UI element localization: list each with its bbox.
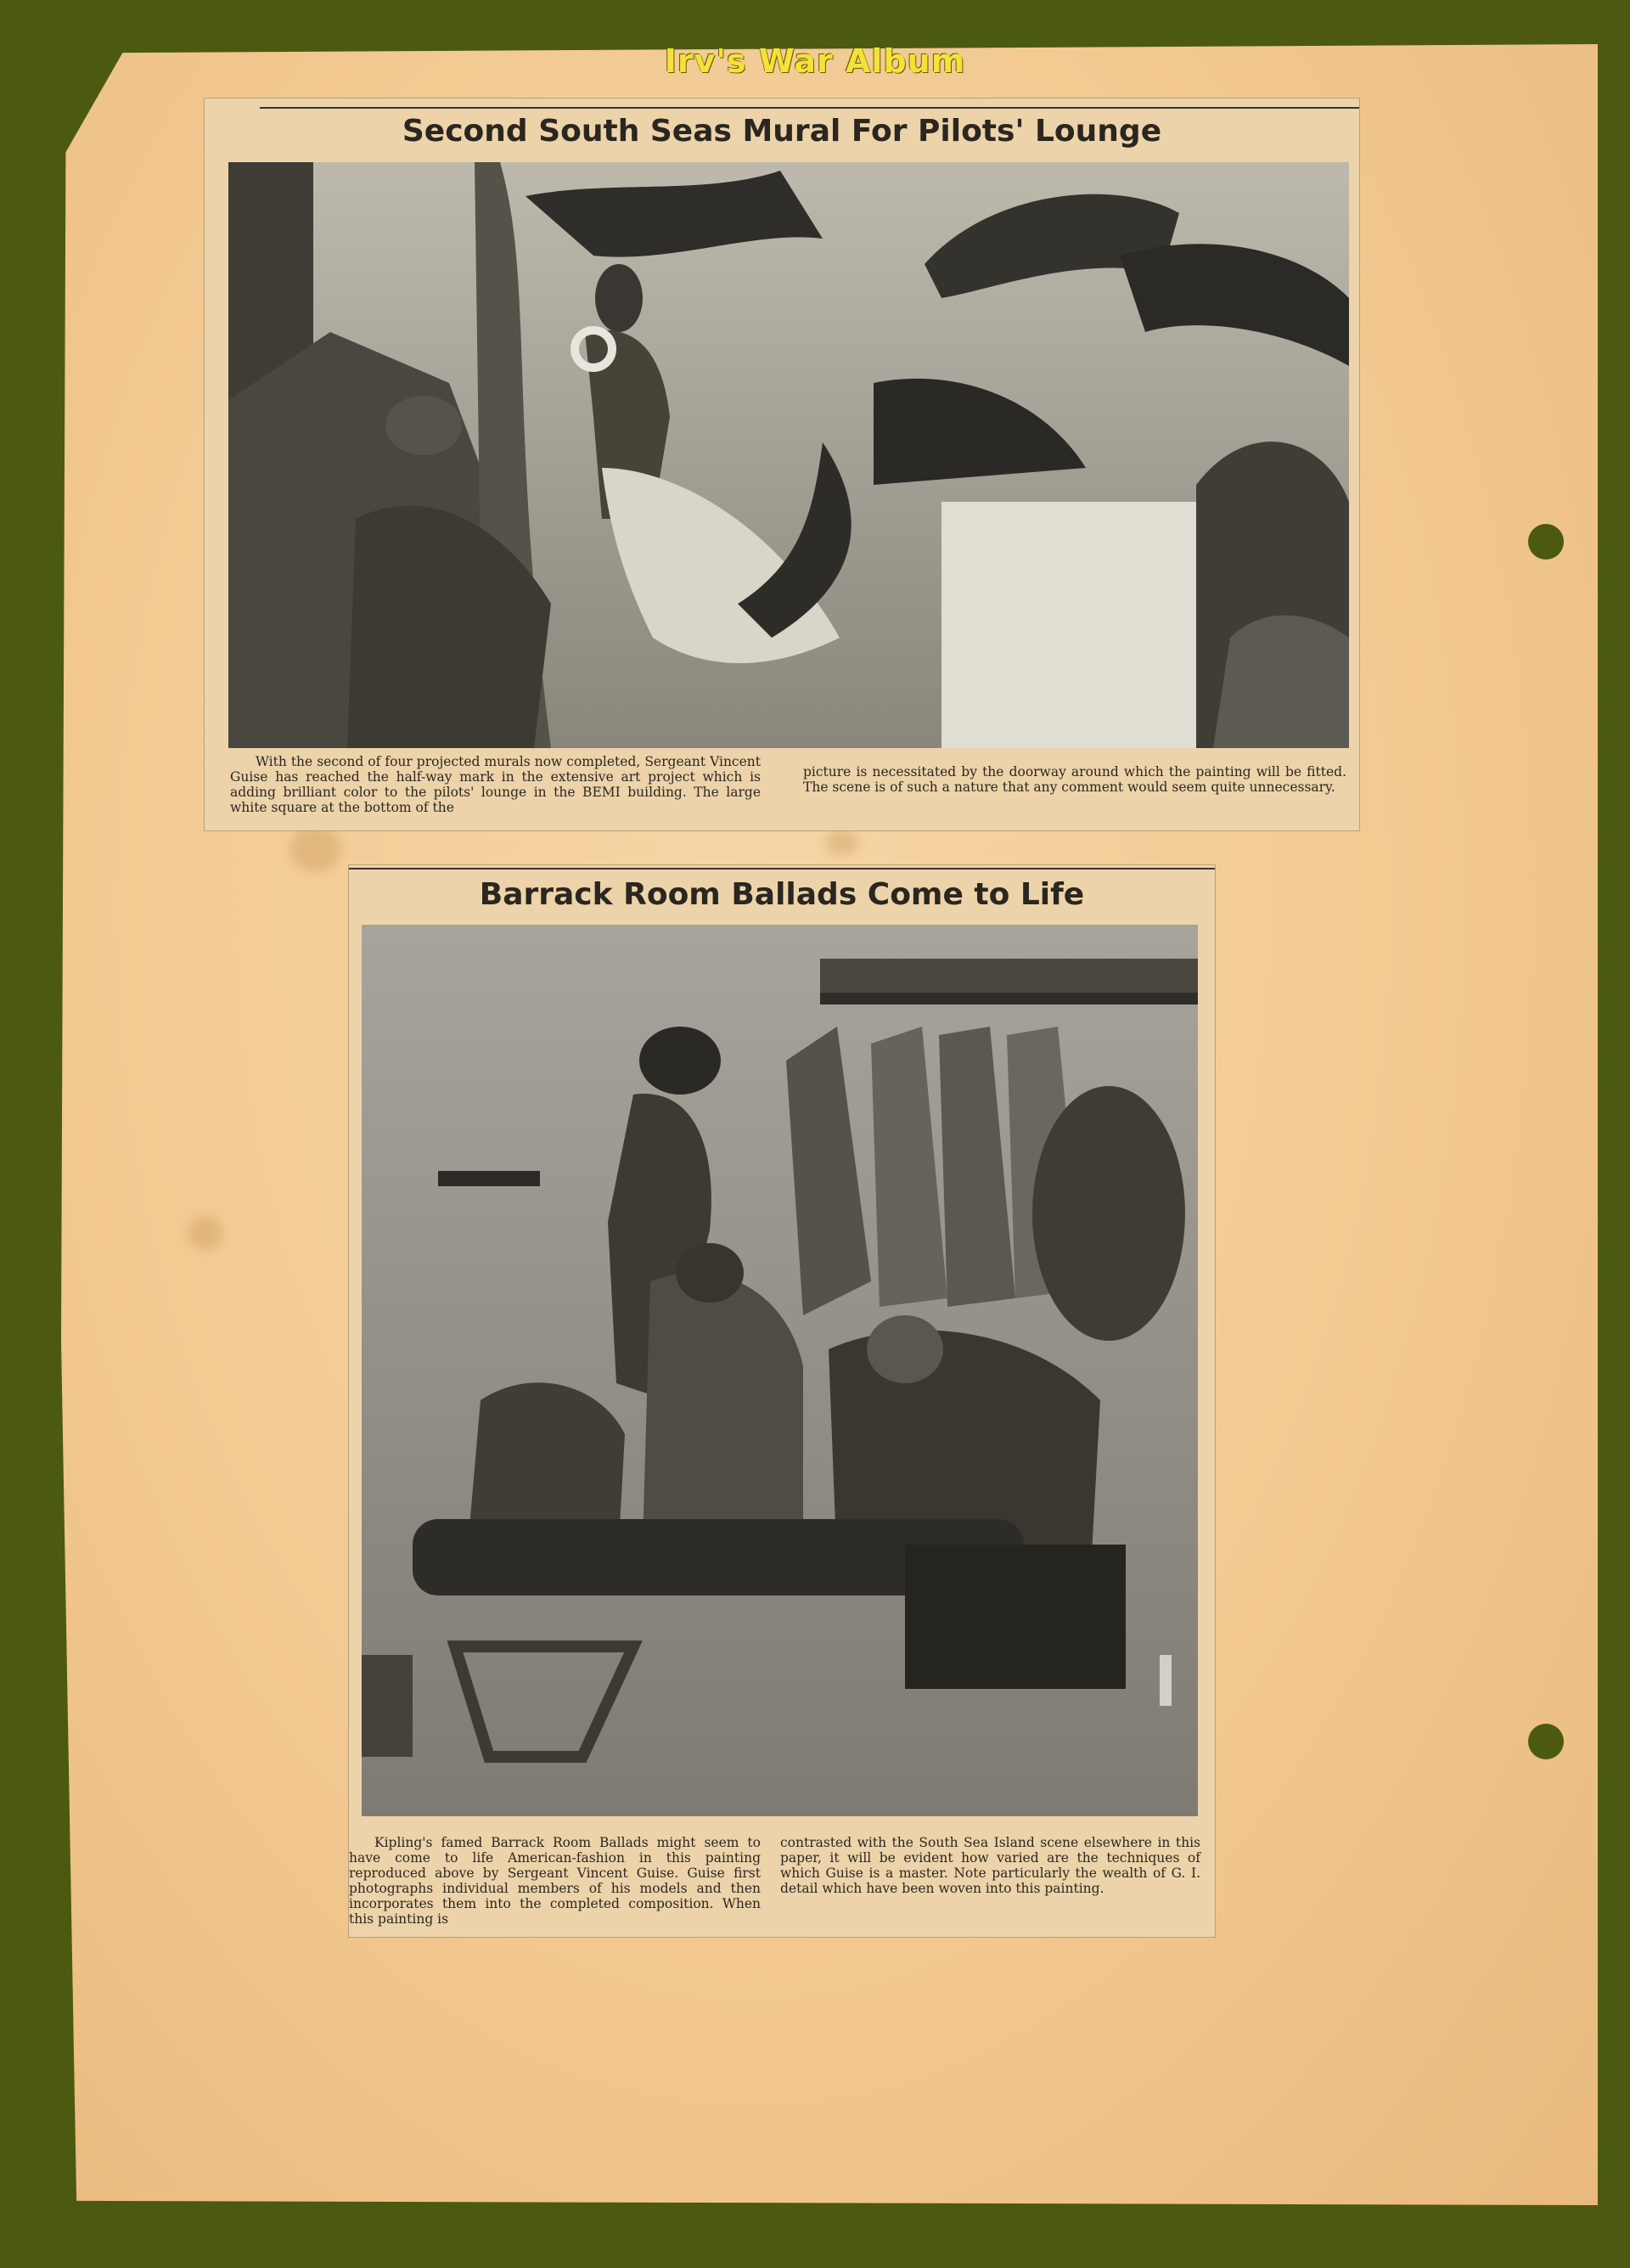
mural-photo <box>228 162 1349 748</box>
headline: Barrack Room Ballads Come to Life <box>479 877 1085 912</box>
paper-stain <box>825 830 859 855</box>
headline: Second South Seas Mural For Pilots' Lounge <box>402 114 1162 149</box>
barracks-photo <box>362 925 1198 1816</box>
paper-stain <box>188 1216 222 1250</box>
caption-column-1: With the second of four projected murals now completed, Sergeant Vincent Guise has reached the half-way mark in the extensive art project which is adding brilliant color to the pilots' lounge in the BEMI building. The large white square at the bottom of the <box>230 754 761 815</box>
punch-hole <box>1528 1724 1564 1759</box>
newspaper-clipping-2 <box>348 864 1216 1938</box>
paper-stain <box>290 825 341 872</box>
divider <box>349 868 1215 869</box>
caption-column-1: Kipling's famed Barrack Room Ballads might seem to have come to life American-fashion in this painting reproduced above by Sergeant Vincent Guise. Guise first photographs individual members of his models and then incorporates them into the completed composition. When this painting is <box>349 1835 761 1927</box>
punch-hole <box>1528 524 1564 560</box>
caption-column-2: picture is necessitated by the doorway around which the painting will be fitted. The scene is of such a nature that any comment would seem quite unnecessary. <box>803 764 1346 795</box>
newspaper-clipping-1 <box>204 98 1360 831</box>
album-title: Irv's War Album <box>664 42 966 80</box>
caption-column-2: contrasted with the South Sea Island scene elsewhere in this paper, it will be evident how varied are the techniques of which Guise is a master. Note particularly the wealth of G. I. detail which have been woven into this painting. <box>780 1835 1200 1896</box>
divider <box>260 107 1359 109</box>
